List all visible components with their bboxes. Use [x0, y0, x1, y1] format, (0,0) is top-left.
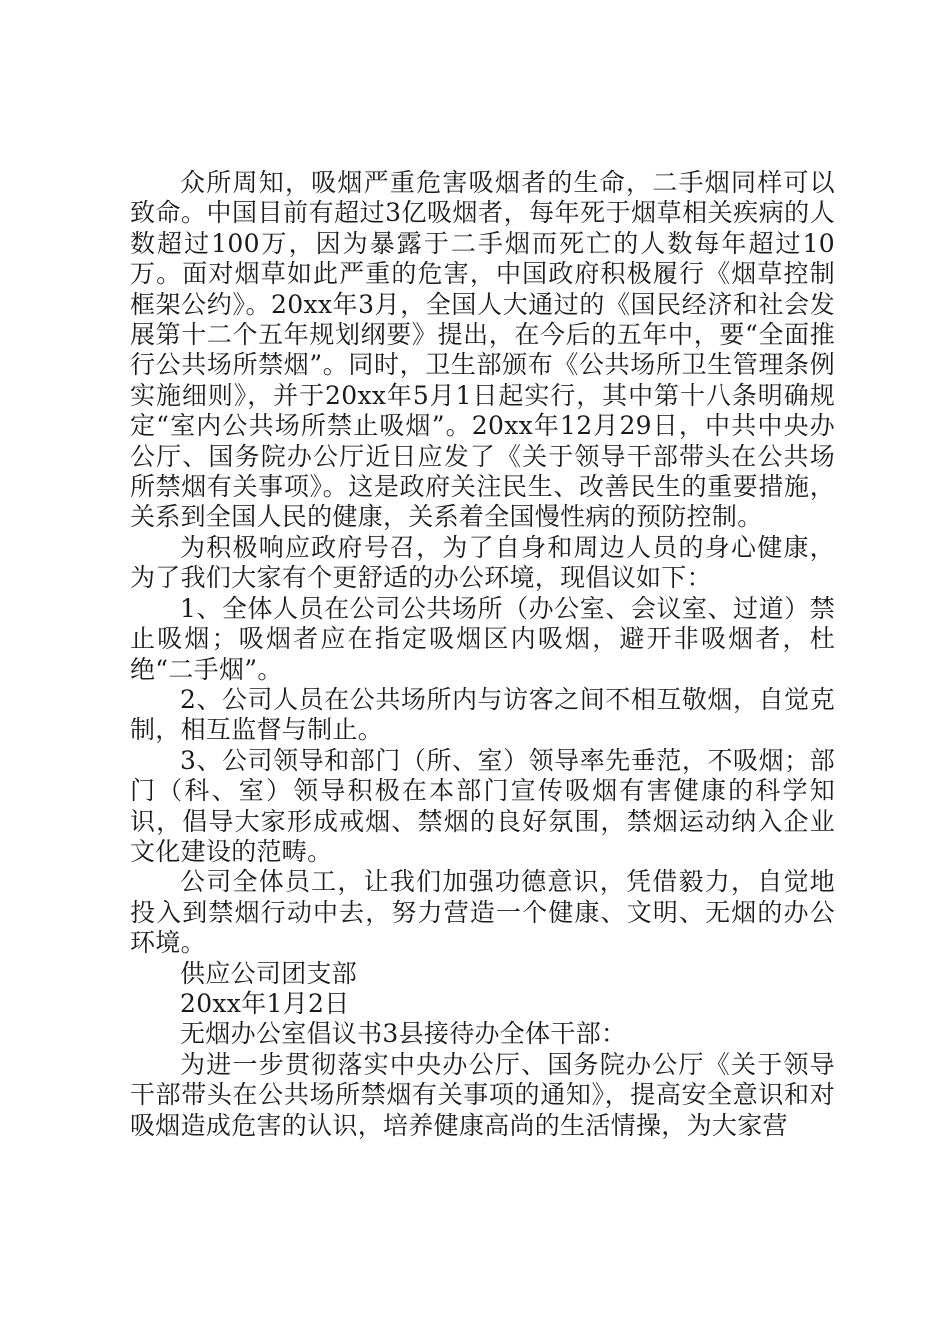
second-proposal-heading: 无烟办公室倡议书3县接待办全体干部： [180, 1019, 627, 1049]
document-body [130, 168, 835, 1141]
second-proposal-paragraph: 为进一步贯彻落实中央办公厅、国务院办公厅《关于领导干部带头在公共场所禁烟有关事项的通知》，提高安全意识和对吸烟造成危害的认识，培养健康高尚的生活情操，为大家营 [130, 1049, 835, 1140]
paragraph-intro: 众所周知，吸烟严重危害吸烟者的生命，二手烟同样可以致命。中国目前有超过3亿吸烟者，每年死于烟草相关疾病的人数超过100万，因为暴露于二手烟而死亡的人数每年超过10万。面对烟草如此严重的危害，中国政府积极履行《烟草控制框架公约》。20xx年3月，全国人大通过的《国民经济和社会发展第十二个五年规划纲要》提出，在今后的五年中，要“全面推行公共场所禁烟”。同时，卫生部颁布《公共场所卫生管理条例实施细则》，并于20xx年5月1日起实行，其中第十八条明确规定“室内公共场所禁止吸烟”。20xx年12月29日，中共中央办公厅、国务院办公厅近日应发了《关于领导干部带头在公共场所禁烟有关事项》。这是政府关注民生、改善民生的重要措施，关系到全国人民的健康，关系着全国慢性病的预防控制。 [130, 168, 835, 532]
signature-organization: 供应公司团支部 [180, 958, 358, 988]
paragraph-call-to-action: 为积极响应政府号召，为了自身和周边人员的身心健康，为了我们大家有个更舒适的办公环境，现倡议如下： [130, 532, 835, 593]
paragraph-item-3: 3、公司领导和部门（所、室）领导率先垂范，不吸烟；部门（科、室）领导积极在本部门宣传吸烟有害健康的科学知识，倡导大家形成戒烟、禁烟的良好氛围，禁烟运动纳入企业文化建设的范畴。 [130, 745, 835, 866]
signature-date: 20xx年1月2日 [180, 988, 350, 1018]
paragraph-item-1: 1、全体人员在公司公共场所（办公室、会议室、过道）禁止吸烟；吸烟者应在指定吸烟区内吸烟，避开非吸烟者，杜绝“二手烟”。 [130, 593, 835, 684]
paragraph-closing: 公司全体员工，让我们加强功德意识，凭借毅力，自觉地投入到禁烟行动中去，努力营造一个健康、文明、无烟的办公环境。 [130, 867, 835, 958]
paragraph-item-2: 2、公司人员在公共场所内与访客之间不相互敬烟，自觉克制，相互监督与制止。 [130, 684, 835, 745]
